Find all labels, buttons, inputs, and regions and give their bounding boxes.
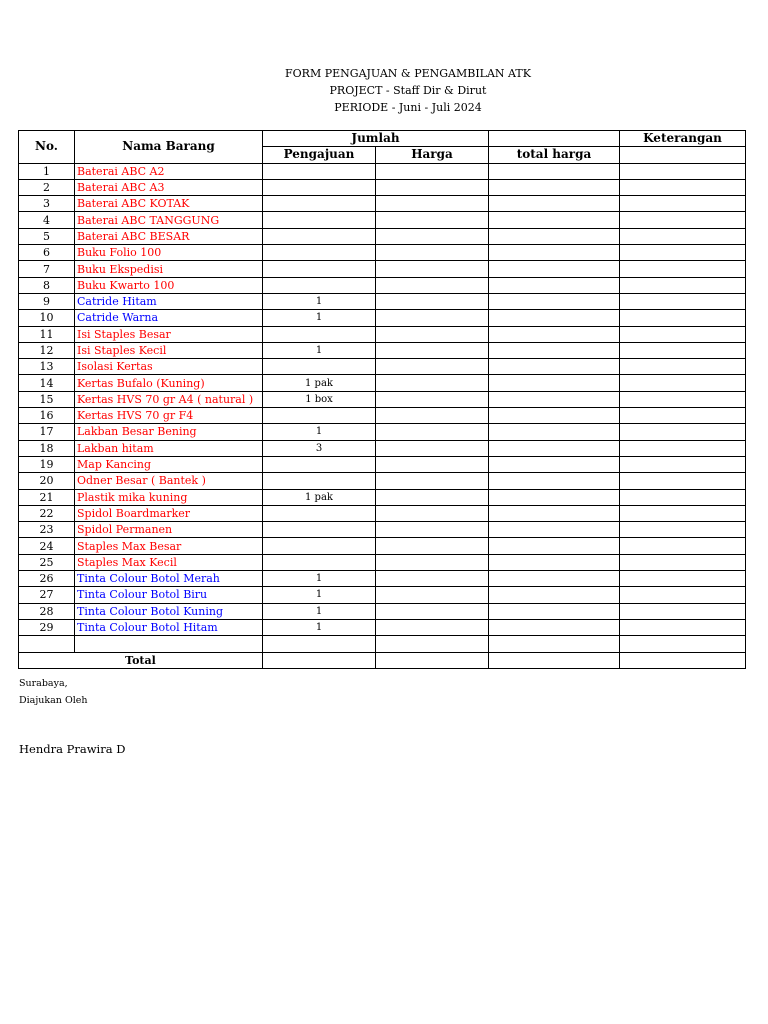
pengajuan-cell[interactable]: [263, 228, 376, 244]
keterangan-cell[interactable]: [620, 261, 746, 277]
pengajuan-cell[interactable]: [263, 505, 376, 521]
item-name: Map Kancing: [75, 456, 263, 472]
table-row: [19, 342, 746, 358]
row-number: 20: [19, 473, 75, 489]
form-header: [0, 65, 768, 116]
row-number: 19: [19, 456, 75, 472]
harga-cell[interactable]: [376, 212, 489, 228]
item-name: Isi Staples Besar: [75, 326, 263, 342]
row-number: 29: [19, 619, 75, 635]
item-name: Odner Besar ( Bantek ): [75, 473, 263, 489]
col-header-total-harga: total harga: [489, 147, 620, 163]
pengajuan-cell[interactable]: 1 pak: [263, 489, 376, 505]
row-number: 28: [19, 603, 75, 619]
pengajuan-cell[interactable]: [263, 212, 376, 228]
harga-cell[interactable]: [376, 310, 489, 326]
keterangan-cell[interactable]: [620, 587, 746, 603]
table-row: [19, 587, 746, 603]
pengajuan-cell[interactable]: 1: [263, 603, 376, 619]
pengajuan-cell[interactable]: 1: [263, 587, 376, 603]
item-name: Staples Max Besar: [75, 538, 263, 554]
total-harga-cell[interactable]: [489, 489, 620, 505]
harga-cell[interactable]: [376, 440, 489, 456]
total-harga-cell[interactable]: [489, 554, 620, 570]
harga-cell[interactable]: [376, 489, 489, 505]
pengajuan-cell[interactable]: [263, 456, 376, 472]
keterangan-cell[interactable]: [620, 375, 746, 391]
table-row: [19, 179, 746, 195]
harga-cell[interactable]: [376, 375, 489, 391]
table-row: [19, 489, 746, 505]
total-harga-cell[interactable]: [489, 603, 620, 619]
row-number: 9: [19, 293, 75, 309]
row-number: 16: [19, 408, 75, 424]
table-row: [19, 603, 746, 619]
row-number: 4: [19, 212, 75, 228]
keterangan-cell[interactable]: [620, 342, 746, 358]
pengajuan-cell[interactable]: 1: [263, 571, 376, 587]
table-row: [19, 538, 746, 554]
item-name: Staples Max Kecil: [75, 554, 263, 570]
total-harga-cell[interactable]: [489, 277, 620, 293]
item-name: Buku Kwarto 100: [75, 277, 263, 293]
table-row: [19, 554, 746, 570]
row-number: 2: [19, 179, 75, 195]
item-name: Buku Ekspedisi: [75, 261, 263, 277]
harga-cell[interactable]: [376, 342, 489, 358]
row-number: 15: [19, 391, 75, 407]
col-header-pengajuan: Pengajuan: [263, 147, 376, 163]
pengajuan-cell[interactable]: 3: [263, 440, 376, 456]
pengajuan-cell[interactable]: 1: [263, 424, 376, 440]
item-name: Lakban Besar Bening: [75, 424, 263, 440]
harga-cell[interactable]: [376, 408, 489, 424]
pengajuan-cell[interactable]: 1 pak: [263, 375, 376, 391]
pengajuan-cell[interactable]: 1 box: [263, 391, 376, 407]
col-header-keterangan: Keterangan: [620, 131, 746, 147]
item-name: Catride Warna: [75, 310, 263, 326]
pengajuan-cell[interactable]: [263, 538, 376, 554]
pengajuan-cell[interactable]: [263, 163, 376, 179]
table-row: [19, 473, 746, 489]
table-row: [19, 391, 746, 407]
item-name: Tinta Colour Botol Merah: [75, 571, 263, 587]
keterangan-cell[interactable]: [620, 310, 746, 326]
col-header-harga: Harga: [376, 147, 489, 163]
keterangan-cell[interactable]: [620, 538, 746, 554]
total-harga-cell[interactable]: [489, 261, 620, 277]
pengajuan-cell[interactable]: [263, 245, 376, 261]
item-name: Isi Staples Kecil: [75, 342, 263, 358]
table-row: [19, 571, 746, 587]
harga-cell[interactable]: [376, 245, 489, 261]
table-row: [19, 440, 746, 456]
item-name: Tinta Colour Botol Hitam: [75, 619, 263, 635]
table-row: [19, 522, 746, 538]
item-name: Tinta Colour Botol Kuning: [75, 603, 263, 619]
table-row: [19, 456, 746, 472]
keterangan-cell[interactable]: [620, 619, 746, 635]
table-row: [19, 293, 746, 309]
total-harga-cell[interactable]: [489, 424, 620, 440]
total-row: [19, 652, 746, 668]
item-name: Baterai ABC A2: [75, 163, 263, 179]
total-keterangan-cell[interactable]: [620, 652, 746, 668]
col-header-no: No.: [19, 131, 75, 164]
form-title: FORM PENGAJUAN & PENGAMBILAN ATK: [285, 67, 531, 80]
item-name: Kertas HVS 70 gr A4 ( natural ): [75, 391, 263, 407]
row-number: 24: [19, 538, 75, 554]
row-number: 14: [19, 375, 75, 391]
row-number: 25: [19, 554, 75, 570]
keterangan-cell[interactable]: [620, 293, 746, 309]
keterangan-cell[interactable]: [620, 179, 746, 195]
submitted-by-label: Diajukan Oleh: [19, 695, 88, 706]
keterangan-cell[interactable]: [620, 440, 746, 456]
harga-cell[interactable]: [376, 163, 489, 179]
harga-cell[interactable]: [376, 261, 489, 277]
harga-cell[interactable]: [376, 359, 489, 375]
row-number: 7: [19, 261, 75, 277]
total-harga-cell[interactable]: [489, 293, 620, 309]
harga-cell[interactable]: [376, 179, 489, 195]
harga-cell[interactable]: [376, 228, 489, 244]
keterangan-cell[interactable]: [620, 228, 746, 244]
harga-cell[interactable]: [376, 522, 489, 538]
table-body: [19, 163, 746, 636]
keterangan-cell[interactable]: [620, 473, 746, 489]
pengajuan-cell[interactable]: [263, 408, 376, 424]
city-label: Surabaya,: [19, 678, 68, 689]
total-harga-cell[interactable]: [489, 538, 620, 554]
table-row: [19, 359, 746, 375]
harga-cell[interactable]: [376, 538, 489, 554]
period-line: PERIODE - Juni - Juli 2024: [334, 101, 482, 114]
keterangan-cell[interactable]: [620, 391, 746, 407]
pengajuan-cell[interactable]: [263, 277, 376, 293]
keterangan-cell[interactable]: [620, 212, 746, 228]
harga-cell[interactable]: [376, 587, 489, 603]
pengajuan-cell[interactable]: [263, 179, 376, 195]
keterangan-cell[interactable]: [620, 424, 746, 440]
keterangan-cell[interactable]: [620, 326, 746, 342]
item-name: Tinta Colour Botol Biru: [75, 587, 263, 603]
keterangan-cell[interactable]: [620, 456, 746, 472]
total-pengajuan-cell[interactable]: [263, 652, 376, 668]
item-name: Baterai ABC KOTAK: [75, 196, 263, 212]
total-harga-cell[interactable]: [489, 473, 620, 489]
total-harga-cell[interactable]: [489, 408, 620, 424]
table-row: [19, 196, 746, 212]
table-row: [19, 326, 746, 342]
total-harga-cell[interactable]: [489, 228, 620, 244]
keterangan-cell[interactable]: [620, 277, 746, 293]
keterangan-cell[interactable]: [620, 163, 746, 179]
item-name: Buku Folio 100: [75, 245, 263, 261]
pengajuan-cell[interactable]: [263, 359, 376, 375]
harga-cell[interactable]: [376, 326, 489, 342]
total-harga-cell[interactable]: [489, 571, 620, 587]
pengajuan-cell[interactable]: [263, 196, 376, 212]
row-number: 8: [19, 277, 75, 293]
item-name: Spidol Boardmarker: [75, 505, 263, 521]
keterangan-cell[interactable]: [620, 196, 746, 212]
harga-cell[interactable]: [376, 554, 489, 570]
table-row: [19, 408, 746, 424]
harga-cell[interactable]: [376, 293, 489, 309]
total-harga-cell[interactable]: [489, 196, 620, 212]
keterangan-cell[interactable]: [620, 489, 746, 505]
total-harga-cell[interactable]: [489, 440, 620, 456]
signer-name: Hendra Prawira D: [19, 742, 126, 756]
item-name: Plastik mika kuning: [75, 489, 263, 505]
keterangan-cell[interactable]: [620, 359, 746, 375]
total-harga-cell[interactable]: [489, 179, 620, 195]
row-number: 11: [19, 326, 75, 342]
pengajuan-cell[interactable]: 1: [263, 310, 376, 326]
table-row: [19, 245, 746, 261]
harga-cell[interactable]: [376, 391, 489, 407]
blank-row: [19, 636, 746, 652]
harga-cell[interactable]: [376, 571, 489, 587]
total-harga-cell[interactable]: [489, 522, 620, 538]
col-header-keterangan-sub: [620, 147, 746, 163]
total-total-harga-cell[interactable]: [489, 652, 620, 668]
pengajuan-cell[interactable]: [263, 522, 376, 538]
table-row: [19, 505, 746, 521]
keterangan-cell[interactable]: [620, 571, 746, 587]
pengajuan-cell[interactable]: [263, 326, 376, 342]
pengajuan-cell[interactable]: [263, 473, 376, 489]
item-name: Baterai ABC A3: [75, 179, 263, 195]
table-row: [19, 375, 746, 391]
total-harga-cell[interactable]: [489, 326, 620, 342]
total-harga-cell[interactable]: [376, 652, 489, 668]
harga-cell[interactable]: [376, 424, 489, 440]
item-name: Isolasi Kertas: [75, 359, 263, 375]
row-number: 10: [19, 310, 75, 326]
table-row: [19, 212, 746, 228]
total-harga-cell[interactable]: [489, 212, 620, 228]
total-harga-cell[interactable]: [489, 163, 620, 179]
total-harga-cell[interactable]: [489, 342, 620, 358]
row-number: 13: [19, 359, 75, 375]
total-harga-cell[interactable]: [489, 391, 620, 407]
total-harga-cell[interactable]: [489, 310, 620, 326]
row-number: 22: [19, 505, 75, 521]
total-label: Total: [19, 652, 263, 668]
total-harga-cell[interactable]: [489, 619, 620, 635]
table-row: [19, 424, 746, 440]
harga-cell[interactable]: [376, 196, 489, 212]
keterangan-cell[interactable]: [620, 522, 746, 538]
item-name: Catride Hitam: [75, 293, 263, 309]
pengajuan-cell[interactable]: [263, 554, 376, 570]
item-name: Lakban hitam: [75, 440, 263, 456]
harga-cell[interactable]: [376, 619, 489, 635]
total-harga-cell[interactable]: [489, 456, 620, 472]
keterangan-cell[interactable]: [620, 603, 746, 619]
table-row: [19, 228, 746, 244]
harga-cell[interactable]: [376, 473, 489, 489]
row-number: 17: [19, 424, 75, 440]
item-name: Spidol Permanen: [75, 522, 263, 538]
item-name: Kertas HVS 70 gr F4: [75, 408, 263, 424]
row-number: 27: [19, 587, 75, 603]
table-row: [19, 619, 746, 635]
pengajuan-cell[interactable]: 1: [263, 619, 376, 635]
item-name: Kertas Bufalo (Kuning): [75, 375, 263, 391]
keterangan-cell[interactable]: [620, 554, 746, 570]
table-row: [19, 277, 746, 293]
total-harga-cell[interactable]: [489, 245, 620, 261]
harga-cell[interactable]: [376, 505, 489, 521]
row-number: 21: [19, 489, 75, 505]
pengajuan-cell[interactable]: 1: [263, 342, 376, 358]
pengajuan-cell[interactable]: 1: [263, 293, 376, 309]
item-name: Baterai ABC TANGGUNG: [75, 212, 263, 228]
total-harga-cell[interactable]: [489, 359, 620, 375]
row-number: 5: [19, 228, 75, 244]
total-harga-cell[interactable]: [489, 587, 620, 603]
col-header-jumlah: Jumlah: [263, 131, 489, 147]
col-header-nama-barang: Nama Barang: [75, 131, 263, 164]
total-harga-cell[interactable]: [489, 505, 620, 521]
harga-cell[interactable]: [376, 277, 489, 293]
harga-cell[interactable]: [376, 456, 489, 472]
pengajuan-cell[interactable]: [263, 261, 376, 277]
keterangan-cell[interactable]: [620, 408, 746, 424]
row-number: 1: [19, 163, 75, 179]
item-name: Baterai ABC BESAR: [75, 228, 263, 244]
row-number: 6: [19, 245, 75, 261]
row-number: 3: [19, 196, 75, 212]
col-header-empty: [489, 131, 620, 147]
total-harga-cell[interactable]: [489, 375, 620, 391]
atk-request-table: [18, 130, 746, 669]
keterangan-cell[interactable]: [620, 505, 746, 521]
table-row: [19, 261, 746, 277]
harga-cell[interactable]: [376, 603, 489, 619]
row-number: 23: [19, 522, 75, 538]
row-number: 18: [19, 440, 75, 456]
row-number: 12: [19, 342, 75, 358]
project-line: PROJECT - Staff Dir & Dirut: [329, 84, 487, 97]
keterangan-cell[interactable]: [620, 245, 746, 261]
table-row: [19, 163, 746, 179]
table-row: [19, 310, 746, 326]
row-number: 26: [19, 571, 75, 587]
